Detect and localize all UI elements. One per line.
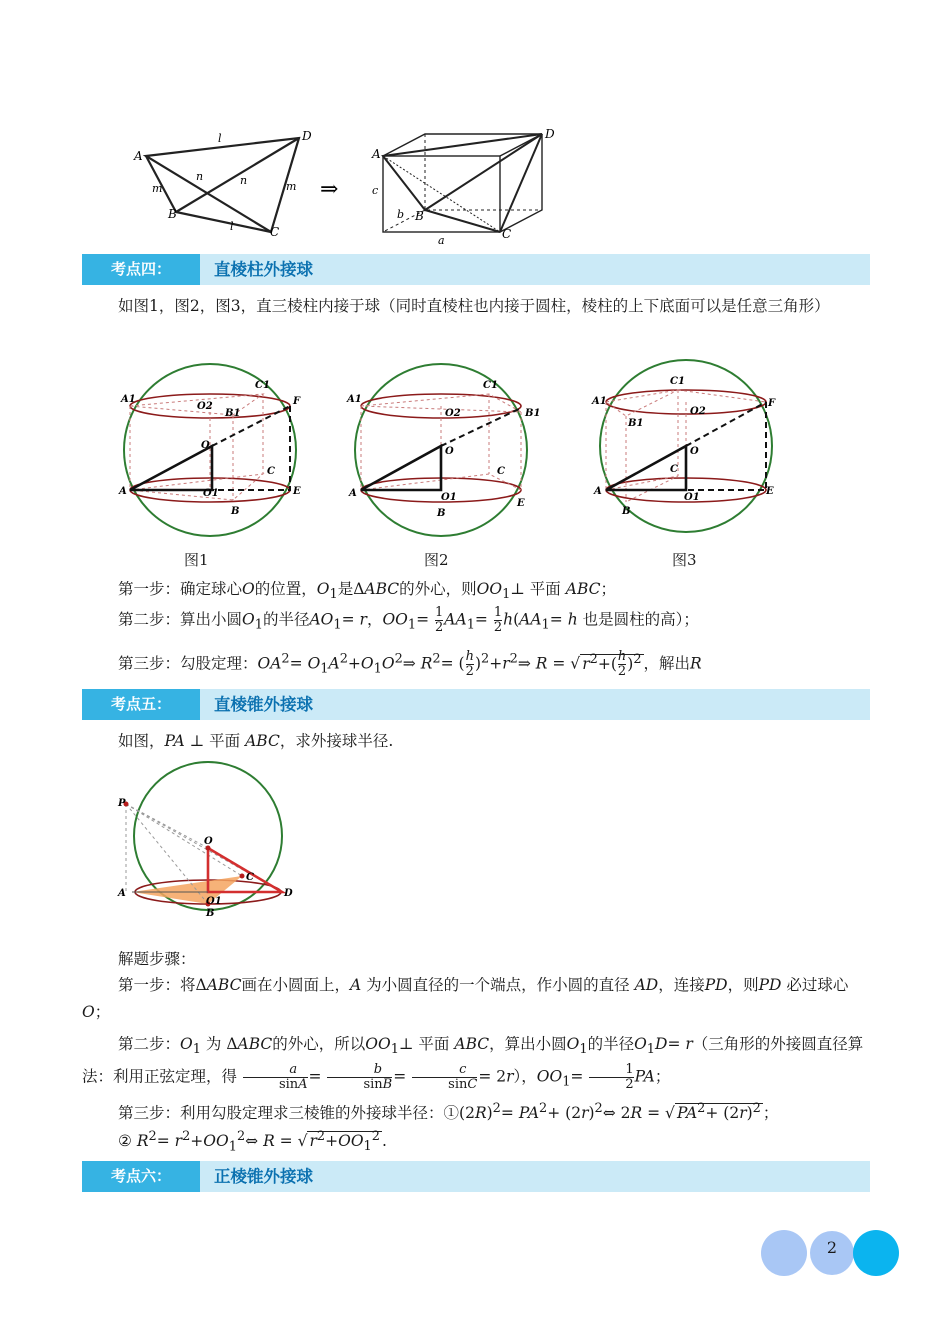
svg-text:C1: C1 bbox=[670, 376, 685, 387]
svg-text:B1: B1 bbox=[225, 408, 241, 419]
caption-fig1: 图1 bbox=[184, 551, 209, 569]
section5-step3: 第三步：利用勾股定理求三棱锥的外接球半径：$①(2R)^2= PA^2+$ $(2r)^2\Leftrightarrow$ 2R = √ $PA^2+ (2r)^2$ ； bbox=[118, 1101, 779, 1123]
svg-text:C: C bbox=[246, 872, 254, 883]
arrow-right: ⇒ bbox=[320, 177, 339, 202]
section-title: 直棱柱外接球 bbox=[214, 260, 313, 279]
figure-3 bbox=[586, 356, 786, 536]
svg-text:A1: A1 bbox=[592, 396, 607, 407]
section5-step1: 第一步：将ΔABC画在小圆面上，A 为小圆直径的一个端点，作小圆的直径 AD，连接PD，则PD 必过球心 O； bbox=[82, 976, 849, 1021]
svg-text:m: m bbox=[286, 180, 297, 193]
svg-text:C1: C1 bbox=[255, 380, 270, 391]
svg-text:n: n bbox=[196, 170, 204, 183]
svg-text:B: B bbox=[231, 506, 240, 517]
svg-text:O2: O2 bbox=[445, 408, 461, 419]
svg-text:E: E bbox=[766, 486, 774, 497]
svg-text:A: A bbox=[594, 486, 602, 497]
svg-text:O2: O2 bbox=[690, 406, 706, 417]
svg-text:O: O bbox=[690, 446, 699, 457]
section-header-6 bbox=[82, 1161, 870, 1192]
section-tab: 考点四： bbox=[82, 254, 200, 285]
figure-1 bbox=[115, 360, 315, 540]
svg-text:D: D bbox=[284, 888, 293, 899]
tetrahedron-box-diagram bbox=[112, 120, 562, 248]
label-D: D bbox=[302, 129, 312, 143]
svg-text:c: c bbox=[372, 184, 379, 197]
svg-text:B: B bbox=[622, 506, 631, 517]
svg-text:b: b bbox=[397, 208, 405, 221]
section-title: 直棱锥外接球 bbox=[214, 695, 313, 714]
section4-step1: 第一步：确定球心O的位置，$O_1$是ΔABC的外心，则$OO_1\perp$ 平面 ABC； bbox=[118, 580, 616, 603]
svg-text:B: B bbox=[415, 209, 424, 223]
svg-text:O1: O1 bbox=[206, 896, 222, 907]
svg-text:C1: C1 bbox=[483, 380, 498, 391]
svg-text:C: C bbox=[497, 466, 505, 477]
svg-text:l: l bbox=[230, 220, 234, 233]
svg-text:O1: O1 bbox=[203, 488, 219, 499]
svg-text:O1: O1 bbox=[684, 492, 700, 503]
svg-text:A: A bbox=[118, 888, 126, 899]
svg-text:A1: A1 bbox=[347, 394, 362, 405]
figure-4 bbox=[112, 760, 302, 920]
section-header-4 bbox=[82, 254, 870, 285]
page-number: 2 bbox=[826, 1238, 838, 1257]
svg-text:A: A bbox=[372, 147, 381, 161]
caption-fig2: 图2 bbox=[424, 551, 449, 569]
svg-text:E: E bbox=[517, 498, 525, 509]
svg-text:l: l bbox=[218, 132, 222, 145]
svg-text:A1: A1 bbox=[121, 394, 136, 405]
svg-text:F: F bbox=[768, 398, 776, 409]
section5-step3-formula2: ② $R^2=$ $r^2+OO_1^2\Leftrightarrow$ R = √ $r^2+OO_1^2$ . bbox=[118, 1129, 387, 1155]
label-A: A bbox=[134, 149, 143, 163]
svg-text:B1: B1 bbox=[525, 408, 541, 419]
section-tab: 考点六： bbox=[82, 1161, 200, 1192]
svg-text:A: A bbox=[119, 486, 127, 497]
svg-text:D: D bbox=[545, 127, 555, 141]
section-tab: 考点五： bbox=[82, 689, 200, 720]
svg-text:O1: O1 bbox=[441, 492, 457, 503]
svg-text:m: m bbox=[152, 182, 163, 195]
svg-text:n: n bbox=[240, 174, 248, 187]
label-B: B bbox=[168, 207, 177, 221]
section-header-5 bbox=[82, 689, 870, 720]
svg-text:C: C bbox=[670, 464, 678, 475]
section5-step2: 第二步：$O_1$ 为 ΔABC的外心，所以$OO_1\perp$ 平面 ABC，算出小圆$O_1$的半径$O_1D= r$（三角形的外接圆直径算法：利用正弦定理，得 $\frac{a}{\sin A}$ = $\frac{b}{\sin B}$ = $\frac{c}{\sin C}$ = 2r），$OO_1=$ $\frac{1}{2}$ PA； bbox=[82, 1035, 864, 1093]
svg-text:O2: O2 bbox=[197, 401, 213, 412]
svg-text:O: O bbox=[201, 440, 210, 451]
section5-steps-title: 解题步骤： bbox=[118, 950, 196, 968]
svg-text:O: O bbox=[445, 446, 454, 457]
svg-text:P: P bbox=[118, 798, 126, 809]
section-title: 正棱锥外接球 bbox=[214, 1167, 313, 1186]
svg-text:O: O bbox=[204, 836, 213, 847]
section4-intro: 如图1，图2，图3，直三棱柱内接于球（同时直棱柱也内接于圆柱，棱柱的上下底面可以是任意三角形） bbox=[118, 297, 830, 315]
section4-step2: 第二步：算出小圆$O_1$的半径$AO_1= r$，$OO_1=$ $\frac{1}{2}$ $AA_1=$ $\frac{1}{2}$ $h(AA_1= h$ 也是圆柱的高）； bbox=[118, 605, 699, 635]
label-C: C bbox=[270, 225, 280, 239]
svg-text:B1: B1 bbox=[628, 418, 644, 429]
caption-fig3: 图3 bbox=[672, 551, 697, 569]
figure-2 bbox=[341, 360, 541, 540]
svg-text:B: B bbox=[437, 508, 446, 519]
svg-text:C: C bbox=[267, 466, 275, 477]
svg-text:B: B bbox=[206, 908, 215, 919]
section5-intro: 如图，PA ⊥ 平面 ABC，求外接球半径. bbox=[118, 732, 394, 750]
svg-text:E: E bbox=[293, 486, 301, 497]
svg-text:F: F bbox=[293, 396, 301, 407]
svg-text:C: C bbox=[502, 227, 512, 241]
section4-step3: 第三步：勾股定理：$OA^2=$ $O_1A^2+O_1O^2\Rightarrow$ $R^2=$ ( $\frac{h}{2}$ )$^2+r^2\Rightarrow$ R = √ $r^2+$( $\frac{h}{2}$ )$^2$ ，解出R bbox=[118, 649, 702, 679]
svg-text:a: a bbox=[438, 234, 445, 247]
svg-text:A: A bbox=[349, 488, 357, 499]
